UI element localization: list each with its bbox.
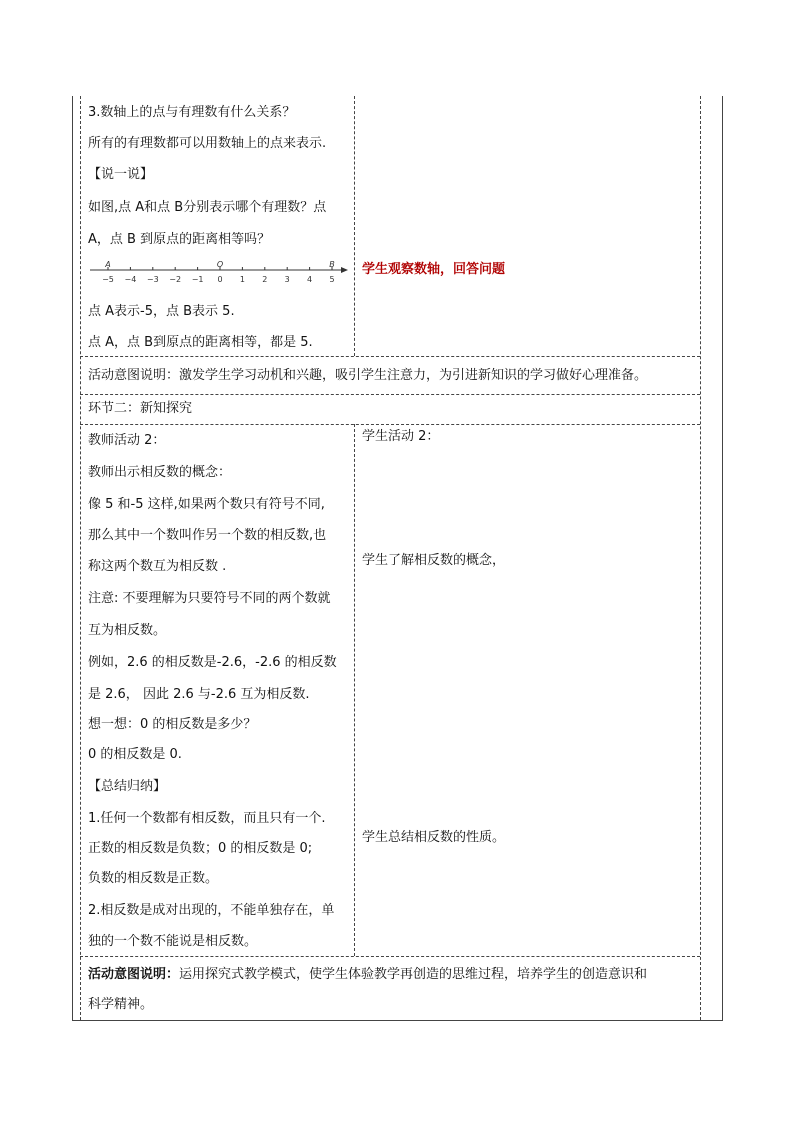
point-b-label: B [329,260,335,269]
activity-intent-1: 活动意图说明：激发学生学习动机和兴趣，吸引学生注意力，为引进新知识的学习做好心理准备。 [88,368,648,383]
activity-intent-2-continued: 科学精神。 [88,997,154,1012]
intent-label: 活动意图说明： [88,967,180,982]
text-line: 0 的相反数是 0. [88,747,182,762]
text-line: 像 5 和-5 这样,如果两个数只有符号不同, [88,497,325,512]
number-line-tick-label: −1 [191,275,204,284]
text-line: 教师活动 2： [88,433,166,448]
text-line: 是 2.6， 因此 2.6 与-2.6 互为相反数. [88,687,310,702]
text-line: 教师出示相反数的概念： [88,465,232,480]
table-inner-right-border [700,96,701,1020]
text-line: A，点 B 到原点的距离相等吗？ [88,232,271,247]
text-line: 负数的相反数是正数。 [88,871,219,886]
table-bottom-border [72,1020,723,1021]
row-divider-1 [80,356,700,357]
number-line-figure [86,258,352,292]
activity-intent-2 [88,966,647,984]
number-line-tick-label: −3 [146,275,159,284]
student-activity-text: 学生总结相反数的性质。 [362,830,506,845]
column-divider-2 [354,424,355,956]
number-line-tick-label: −2 [169,275,182,284]
number-line-tick-label: 1 [239,275,245,284]
student-activity-text: 学生了解相反数的概念， [362,553,506,568]
number-line-tick-label: −4 [124,275,137,284]
column-divider-1 [354,96,355,356]
text-line: 例如，2.6 的相反数是-2.6，-2.6 的相反数 [88,655,337,670]
student-activity-text: 学生观察数轴，回答问题 [362,262,506,277]
text-line: 称这两个数互为相反数 . [88,559,227,574]
text-line: 3.数轴上的点与有理数有什么关系？ [88,105,296,120]
intent-text: 运用探究式教学模式，使学生体验教学再创造的思维过程，培养学生的创造意识和 [179,967,648,982]
row-divider-2 [80,394,700,395]
text-line: 注意: 不要理解为只要符号不同的两个数就 [88,591,331,606]
subheading: 【总结归纳】 [88,779,167,794]
subheading: 【说一说】 [88,167,154,182]
text-line: 1.任何一个数都有相反数，而且只有一个. [88,811,326,826]
table-outer-left-border [72,96,73,1020]
row-divider-4 [80,956,700,957]
text-line: 正数的相反数是负数；0 的相反数是 0; [88,841,313,856]
number-line-tick-label: 4 [307,275,313,284]
point-o-label: O [216,260,224,269]
number-line-tick-label: 3 [284,275,290,284]
text-line: 互为相反数。 [88,623,167,638]
text-line: 独的一个数不能说是相反数。 [88,934,258,949]
table-outer-right-border [722,96,723,1020]
text-line: 点 A表示-5，点 B表示 5. [88,304,235,319]
text-line: 2.相反数是成对出现的，不能单独存在，单 [88,903,335,918]
point-a-label: A [105,260,111,269]
number-line-tick-label: −5 [102,275,114,284]
text-line: 想一想：0 的相反数是多少？ [88,717,257,732]
text-line: 点 A，点 B到原点的距离相等，都是 5. [88,335,313,350]
text-line: 如图,点 A和点 B分别表示哪个有理数？点 [88,200,327,215]
text-line: 所有的有理数都可以用数轴上的点来表示. [88,136,327,151]
number-line-tick-label: 5 [329,275,335,284]
text-line: 那么其中一个数叫作另一个数的相反数,也 [88,528,327,543]
student-activity-heading: 学生活动 2： [362,429,440,444]
number-line-tick-label: 2 [262,275,268,284]
stage-heading: 环节二：新知探究 [88,401,193,416]
row-divider-3 [80,424,700,425]
table-inner-left-border [80,96,81,1020]
number-line-tick-label: 0 [217,275,223,284]
number-line-arrow [341,267,348,273]
